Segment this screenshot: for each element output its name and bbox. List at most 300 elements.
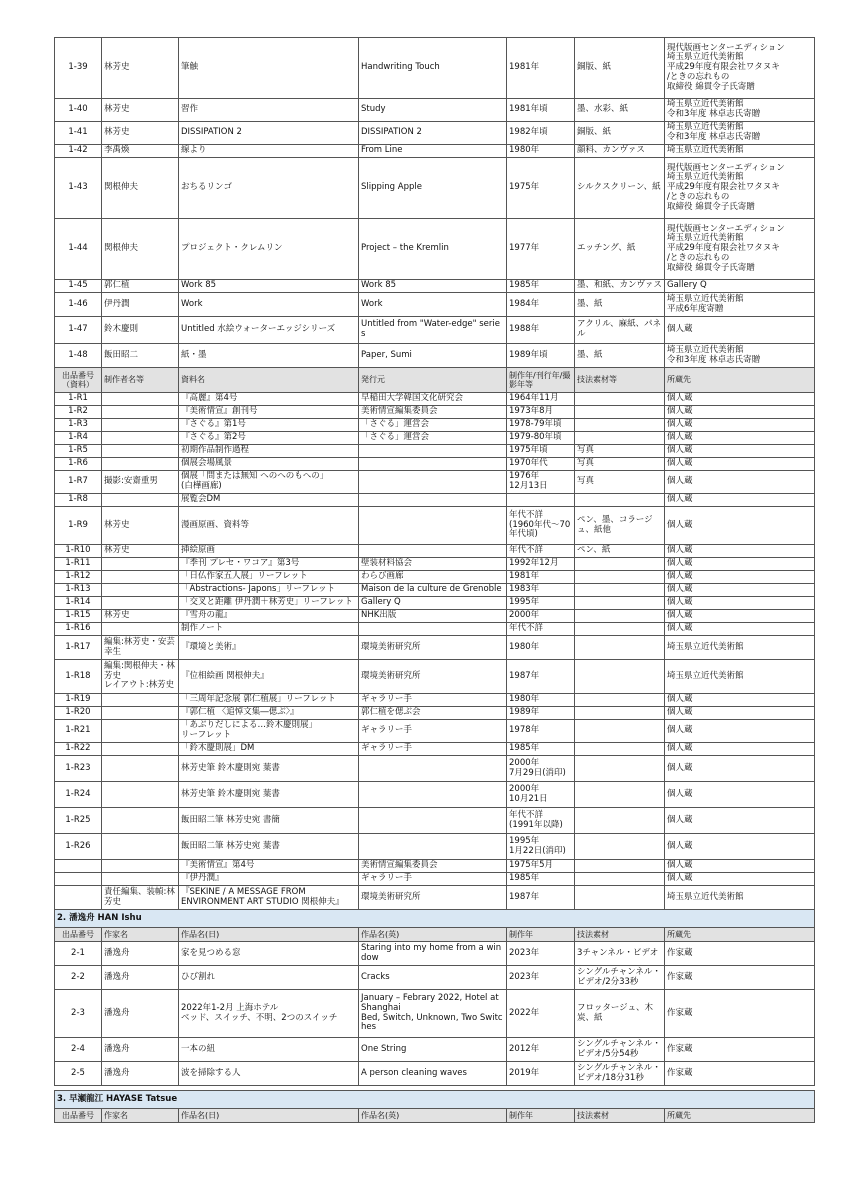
cell-no: 1-R14	[55, 597, 102, 610]
cell-title-ja: プロジェクト・クレムリン	[179, 219, 359, 280]
cell-no: 1-R11	[55, 558, 102, 571]
cell-publisher: 環境美術研究所	[359, 660, 507, 694]
cell-publisher: わらび画廊	[359, 571, 507, 584]
cell-document-name: 『伊丹潤』	[179, 873, 359, 886]
cell-artist: 鈴木慶則	[102, 317, 179, 344]
artwork-row	[55, 219, 815, 280]
cell-no: 1-R23	[55, 756, 102, 782]
cell-year: 1975年頃	[507, 445, 575, 458]
cell-title-en: A person cleaning waves	[359, 1062, 507, 1086]
cell-no: 1-42	[55, 145, 102, 158]
document-row	[55, 756, 815, 782]
section-2-row	[55, 1038, 815, 1062]
cell-year: 1987年	[507, 660, 575, 694]
cell-maker	[102, 419, 179, 432]
cell-medium: 墨、水彩、紙	[575, 99, 665, 122]
cell-no: 2-5	[55, 1062, 102, 1086]
document-row	[55, 584, 815, 597]
document-row	[55, 782, 815, 808]
cell-medium: 写真	[575, 471, 665, 494]
cell-no: 1-48	[55, 344, 102, 368]
cell-title-en: DISSIPATION 2	[359, 122, 507, 145]
cell-year: 2000年 10月21日	[507, 782, 575, 808]
cell-year: 1992年12月	[507, 558, 575, 571]
artwork-row	[55, 344, 815, 368]
cell-year: 1980年	[507, 636, 575, 660]
cell-publisher: ギャラリー手	[359, 720, 507, 743]
document-row	[55, 458, 815, 471]
cell-artist: 潘逸舟	[102, 990, 179, 1038]
cell-medium: 写真	[575, 445, 665, 458]
cell-owner: 作家蔵	[665, 1062, 815, 1086]
cell-maker	[102, 707, 179, 720]
cell-year: 1980年	[507, 694, 575, 707]
cell-owner: 個人蔵	[665, 432, 815, 445]
cell-maker	[102, 494, 179, 507]
cell-no: 1-R18	[55, 660, 102, 694]
cell-title-ja: DISSIPATION 2	[179, 122, 359, 145]
cell-owner: 現代版画センターエディション 埼玉県立近代美術館 平成29年度有限会社ワタヌキ /ときの忘れもの 取締役 綿貫令子氏寄贈	[665, 219, 815, 280]
cell-maker	[102, 720, 179, 743]
cell-publisher: 早稲田大学韓国文化研究会	[359, 393, 507, 406]
cell-maker: 林芳史	[102, 507, 179, 545]
cell-maker	[102, 694, 179, 707]
cell-title-ja: 作品名(日)	[179, 1109, 359, 1123]
cell-document-name: 『位相絵画 関根伸夫』	[179, 660, 359, 694]
artwork-row	[55, 280, 815, 293]
cell-year: 1975年5月	[507, 860, 575, 873]
cell-owner: 埼玉県立近代美術館 令和3年度 林卓志氏寄贈	[665, 122, 815, 145]
cell-title-en: Cracks	[359, 966, 507, 990]
cell-no	[55, 860, 102, 873]
cell-medium	[575, 558, 665, 571]
document-row	[55, 571, 815, 584]
cell-medium: 墨、和紙、カンヴァス	[575, 280, 665, 293]
cell-publisher	[359, 834, 507, 860]
cell-year: 2023年	[507, 942, 575, 966]
cell-no: 1-R8	[55, 494, 102, 507]
cell-owner: 個人蔵	[665, 597, 815, 610]
cell-publisher	[359, 445, 507, 458]
document-row	[55, 545, 815, 558]
cell-no: 2-4	[55, 1038, 102, 1062]
cell-year: 年代不詳 (1960年代〜70年代頃)	[507, 507, 575, 545]
cell-no: 1-R21	[55, 720, 102, 743]
cell-owner: 埼玉県立近代美術館	[665, 145, 815, 158]
cell-publisher: 郭仁植を偲ぶ会	[359, 707, 507, 720]
cell-owner: 個人蔵	[665, 834, 815, 860]
cell-publisher: 環境美術研究所	[359, 636, 507, 660]
cell-year: 2000年 7月29日(消印)	[507, 756, 575, 782]
cell-medium: 墨、紙	[575, 344, 665, 368]
cell-publisher: Gallery Q	[359, 597, 507, 610]
cell-year: 2019年	[507, 1062, 575, 1086]
cell-medium	[575, 406, 665, 419]
cell-medium	[575, 808, 665, 834]
document-row	[55, 743, 815, 756]
cell-artist: 飯田昭二	[102, 344, 179, 368]
cell-owner: 作家蔵	[665, 1038, 815, 1062]
cell-title-ja: 作品名(日)	[179, 928, 359, 942]
cell-owner: 埼玉県立近代美術館 令和3年度 林卓志氏寄贈	[665, 344, 815, 368]
cell-maker	[102, 445, 179, 458]
cell-maker	[102, 432, 179, 445]
cell-year: 1995年	[507, 597, 575, 610]
cell-owner: 個人蔵	[665, 694, 815, 707]
cell-owner: 所蔵先	[665, 1109, 815, 1123]
cell-year: 1984年	[507, 293, 575, 317]
cell-medium	[575, 393, 665, 406]
document-row	[55, 860, 815, 873]
cell-medium	[575, 571, 665, 584]
cell-no: 1-R9	[55, 507, 102, 545]
document-row	[55, 660, 815, 694]
cell-publisher: 「さぐる」運営会	[359, 419, 507, 432]
cell-owner: 個人蔵	[665, 317, 815, 344]
cell-year: 1995年 1月22日(消印)	[507, 834, 575, 860]
cell-publisher: NHK出版	[359, 610, 507, 623]
cell-no: 1-R7	[55, 471, 102, 494]
document-row	[55, 445, 815, 458]
cell-year: 1985年	[507, 873, 575, 886]
cell-owner: 埼玉県立近代美術館	[665, 886, 815, 910]
cell-artist: 作家名	[102, 1109, 179, 1123]
cell-title-ja: 家を見つめる窓	[179, 942, 359, 966]
cell-document-name: 飯田昭二筆 林芳史宛 書簡	[179, 808, 359, 834]
cell-artist: 潘逸舟	[102, 942, 179, 966]
document-row	[55, 873, 815, 886]
section-2-title-row	[55, 910, 815, 928]
cell-artist: 郭仁植	[102, 280, 179, 293]
cell-title-en: Work	[359, 293, 507, 317]
cell-no: 1-40	[55, 99, 102, 122]
cell-publisher: 美術情宣編集委員会	[359, 406, 507, 419]
cell-year: 1973年8月	[507, 406, 575, 419]
cell-document-name: 「三周年記念展 郭仁植展」リーフレット	[179, 694, 359, 707]
cell-no: 1-R2	[55, 406, 102, 419]
cell-medium	[575, 623, 665, 636]
cell-maker	[102, 571, 179, 584]
cell-no: 出品番号（資料）	[55, 368, 102, 393]
cell-year: 2022年	[507, 990, 575, 1038]
cell-medium: 顔料、カンヴァス	[575, 145, 665, 158]
cell-artist: 潘逸舟	[102, 1062, 179, 1086]
cell-artist: 潘逸舟	[102, 966, 179, 990]
cell-no: 1-R3	[55, 419, 102, 432]
cell-medium: 技法素材等	[575, 368, 665, 393]
cell-publisher	[359, 471, 507, 494]
cell-year: 1975年	[507, 158, 575, 219]
cell-title-ja: 筆触	[179, 38, 359, 99]
cell-medium	[575, 720, 665, 743]
cell-maker	[102, 393, 179, 406]
cell-no: 1-47	[55, 317, 102, 344]
cell-document-name: 「鈴木慶則展」DM	[179, 743, 359, 756]
cell-no: 1-R22	[55, 743, 102, 756]
cell-document-name: 資料名	[179, 368, 359, 393]
document-row	[55, 393, 815, 406]
cell-document-name: 林芳史筆 鈴木慶則宛 葉書	[179, 756, 359, 782]
cell-owner: 個人蔵	[665, 720, 815, 743]
cell-owner: 所蔵先	[665, 368, 815, 393]
cell-medium	[575, 597, 665, 610]
document-row	[55, 610, 815, 623]
document-row	[55, 808, 815, 834]
cell-title-en: Project – the Kremlin	[359, 219, 507, 280]
cell-year: 1989年頃	[507, 344, 575, 368]
document-row	[55, 707, 815, 720]
cell-medium: ペン、墨、コラージュ、紙他	[575, 507, 665, 545]
cell-medium	[575, 873, 665, 886]
cell-medium: 3チャンネル・ビデオ	[575, 942, 665, 966]
cell-document-name: 『郭仁植 〈追悼文集―偲ぶ〉』	[179, 707, 359, 720]
cell-publisher: 美術情宣編集委員会	[359, 860, 507, 873]
cell-title-en: Untitled from "Water-edge" series	[359, 317, 507, 344]
cell-owner: 個人蔵	[665, 471, 815, 494]
cell-title-ja: 2022年1-2月 上海ホテル ベッド、スイッチ、不明、2つのスイッチ	[179, 990, 359, 1038]
cell-medium	[575, 860, 665, 873]
cell-artist: 潘逸舟	[102, 1038, 179, 1062]
cell-maker	[102, 808, 179, 834]
document-row	[55, 419, 815, 432]
cell-owner: 埼玉県立近代美術館 平成6年度寄贈	[665, 293, 815, 317]
cell-medium	[575, 756, 665, 782]
cell-maker	[102, 756, 179, 782]
cell-maker: 林芳史	[102, 610, 179, 623]
cell-title-ja: 紙・墨	[179, 344, 359, 368]
cell-maker: 責任編集、装幀:林芳史	[102, 886, 179, 910]
cell-no: 1-R20	[55, 707, 102, 720]
cell-no: 1-R13	[55, 584, 102, 597]
cell-year: 1970年代	[507, 458, 575, 471]
cell-year: 1964年11月	[507, 393, 575, 406]
cell-year: 1979-80年頃	[507, 432, 575, 445]
cell-no: 1-R19	[55, 694, 102, 707]
cell-year: 2012年	[507, 1038, 575, 1062]
cell-year: 年代不詳 (1991年以降)	[507, 808, 575, 834]
cell-title-en: Study	[359, 99, 507, 122]
cell-owner: 現代版画センターエディション 埼玉県立近代美術館 平成29年度有限会社ワタヌキ /ときの忘れもの 取締役 綿貫令子氏寄贈	[665, 158, 815, 219]
cell-medium: 技法素材	[575, 928, 665, 942]
cell-year: 1981年	[507, 38, 575, 99]
cell-maker	[102, 743, 179, 756]
cell-title-en: Slipping Apple	[359, 158, 507, 219]
cell-document-name: 「Abstractions- Japons」リーフレット	[179, 584, 359, 597]
cell-document-name: 『季刊 プレセ・ワコア』第3号	[179, 558, 359, 571]
cell-maker: 林芳史	[102, 545, 179, 558]
cell-medium	[575, 419, 665, 432]
cell-no: 1-R6	[55, 458, 102, 471]
cell-owner: 個人蔵	[665, 610, 815, 623]
cell-owner: 個人蔵	[665, 707, 815, 720]
cell-publisher	[359, 623, 507, 636]
document-row	[55, 406, 815, 419]
section-2-title: 2. 潘逸舟 HAN Ishu	[55, 910, 815, 928]
cell-document-name: 飯田昭二筆 林芳史宛 葉書	[179, 834, 359, 860]
cell-no: 1-R26	[55, 834, 102, 860]
cell-no: 出品番号	[55, 1109, 102, 1123]
cell-no: 2-2	[55, 966, 102, 990]
cell-maker	[102, 597, 179, 610]
cell-owner: 個人蔵	[665, 406, 815, 419]
cell-year: 1978-79年頃	[507, 419, 575, 432]
cell-owner: 個人蔵	[665, 494, 815, 507]
cell-no: 2-1	[55, 942, 102, 966]
artwork-row	[55, 158, 815, 219]
section-2-row	[55, 942, 815, 966]
cell-year: 1981年	[507, 571, 575, 584]
cell-year: 年代不詳	[507, 545, 575, 558]
cell-maker: 撮影:安齋重男	[102, 471, 179, 494]
cell-owner: 作家蔵	[665, 990, 815, 1038]
cell-artist: 関根伸夫	[102, 158, 179, 219]
cell-medium: 写真	[575, 458, 665, 471]
cell-document-name: 『美術情宣』創刊号	[179, 406, 359, 419]
cell-maker	[102, 406, 179, 419]
cell-artist: 伊丹潤	[102, 293, 179, 317]
cell-year: 1985年	[507, 280, 575, 293]
cell-year: 1977年	[507, 219, 575, 280]
cell-medium	[575, 584, 665, 597]
cell-artist: 李禹煥	[102, 145, 179, 158]
cell-year	[507, 494, 575, 507]
cell-owner: 個人蔵	[665, 860, 815, 873]
cell-title-ja: 習作	[179, 99, 359, 122]
cell-maker: 編集:林芳史・安芸幸生	[102, 636, 179, 660]
cell-maker	[102, 860, 179, 873]
cell-document-name: 『さぐる』第1号	[179, 419, 359, 432]
cell-document-name: 『高麗』第4号	[179, 393, 359, 406]
cell-artist: 林芳史	[102, 38, 179, 99]
cell-no: 1-R15	[55, 610, 102, 623]
catalogue-sheet	[54, 37, 814, 1123]
cell-year: 1980年	[507, 145, 575, 158]
artwork-row	[55, 293, 815, 317]
cell-medium	[575, 834, 665, 860]
cell-publisher	[359, 494, 507, 507]
cell-year: 制作年	[507, 928, 575, 942]
cell-title-en: January – Febrary 2022, Hotel at Shanghai Bed, Switch, Unknown, Two Switches	[359, 990, 507, 1038]
cell-year: 2000年	[507, 610, 575, 623]
section-3-title: 3. 早瀬龍江 HAYASE Tatsue	[55, 1091, 815, 1109]
cell-year: 1978年	[507, 720, 575, 743]
section-2-row	[55, 1062, 815, 1086]
cell-year: 1987年	[507, 886, 575, 910]
cell-title-en: One String	[359, 1038, 507, 1062]
cell-title-en: Paper, Sumi	[359, 344, 507, 368]
cell-no: 2-3	[55, 990, 102, 1038]
cell-title-ja: おちるリンゴ	[179, 158, 359, 219]
cell-medium: シングルチャンネル・ビデオ/2分33秒	[575, 966, 665, 990]
document-row	[55, 432, 815, 445]
cell-title-ja: Work 85	[179, 280, 359, 293]
cell-document-name: 初期作品制作過程	[179, 445, 359, 458]
cell-medium	[575, 743, 665, 756]
table-header-row	[55, 368, 815, 393]
cell-no: 1-R24	[55, 782, 102, 808]
cell-no: 1-R12	[55, 571, 102, 584]
artwork-row	[55, 38, 815, 99]
cell-document-name: 『さぐる』第2号	[179, 432, 359, 445]
cell-owner: 個人蔵	[665, 393, 815, 406]
cell-owner: 作家蔵	[665, 966, 815, 990]
cell-publisher	[359, 545, 507, 558]
cell-medium	[575, 707, 665, 720]
cell-maker	[102, 458, 179, 471]
cell-medium: エッチング、紙	[575, 219, 665, 280]
cell-owner: 個人蔵	[665, 808, 815, 834]
cell-medium	[575, 782, 665, 808]
cell-document-name: 個展会場風景	[179, 458, 359, 471]
document-row	[55, 720, 815, 743]
cell-document-name: 「交叉と距離 伊丹潤＋林芳史」リーフレット	[179, 597, 359, 610]
cell-document-name: 「日仏作家五人展」リーフレット	[179, 571, 359, 584]
artwork-row	[55, 317, 815, 344]
document-row	[55, 834, 815, 860]
cell-title-ja: Untitled 水絵ウォーターエッジシリーズ	[179, 317, 359, 344]
cell-medium: シルクスクリーン、紙	[575, 158, 665, 219]
catalogue-table	[54, 37, 815, 1123]
document-row	[55, 558, 815, 571]
cell-no	[55, 873, 102, 886]
cell-no: 1-R17	[55, 636, 102, 660]
cell-year: 2023年	[507, 966, 575, 990]
cell-publisher: ギャラリー手	[359, 694, 507, 707]
cell-no: 1-R1	[55, 393, 102, 406]
document-row	[55, 471, 815, 494]
cell-medium	[575, 660, 665, 694]
cell-owner: 個人蔵	[665, 782, 815, 808]
cell-owner: 個人蔵	[665, 584, 815, 597]
cell-no: 1-43	[55, 158, 102, 219]
cell-publisher: ギャラリー手	[359, 873, 507, 886]
cell-title-en: 作品名(英)	[359, 1109, 507, 1123]
cell-maker	[102, 834, 179, 860]
cell-title-en: From Line	[359, 145, 507, 158]
cell-maker	[102, 782, 179, 808]
cell-title-ja: 一本の紐	[179, 1038, 359, 1062]
cell-year: 1989年	[507, 707, 575, 720]
cell-publisher	[359, 507, 507, 545]
cell-publisher: 壁装材料協会	[359, 558, 507, 571]
cell-maker	[102, 873, 179, 886]
document-row	[55, 886, 815, 910]
cell-medium: シングルチャンネル・ビデオ/5分54秒	[575, 1038, 665, 1062]
cell-document-name: 挿絵原画	[179, 545, 359, 558]
cell-owner: 個人蔵	[665, 445, 815, 458]
cell-document-name: 展覧会DM	[179, 494, 359, 507]
cell-medium	[575, 494, 665, 507]
cell-owner: 個人蔵	[665, 743, 815, 756]
cell-year: 年代不詳	[507, 623, 575, 636]
cell-document-name: 『雪舟の龍』	[179, 610, 359, 623]
cell-publisher	[359, 756, 507, 782]
cell-maker: 編集:関根伸夫・林芳史 レイアウト:林芳史	[102, 660, 179, 694]
cell-document-name: 個展「問または無知 へのへのもへの」 (白樺画廊)	[179, 471, 359, 494]
cell-year: 1988年	[507, 317, 575, 344]
cell-medium: 墨、紙	[575, 293, 665, 317]
cell-document-name: 「あぶりだしによる…鈴木慶則展」 リーフレット	[179, 720, 359, 743]
document-row	[55, 494, 815, 507]
cell-publisher: 「さぐる」運営会	[359, 432, 507, 445]
cell-title-en: Work 85	[359, 280, 507, 293]
cell-document-name: 漫画原画、資料等	[179, 507, 359, 545]
artwork-row	[55, 122, 815, 145]
cell-document-name: 制作ノート	[179, 623, 359, 636]
cell-owner: 個人蔵	[665, 507, 815, 545]
cell-medium: シングルチャンネル・ビデオ/18分31秒	[575, 1062, 665, 1086]
section-3-header-row	[55, 1109, 815, 1123]
